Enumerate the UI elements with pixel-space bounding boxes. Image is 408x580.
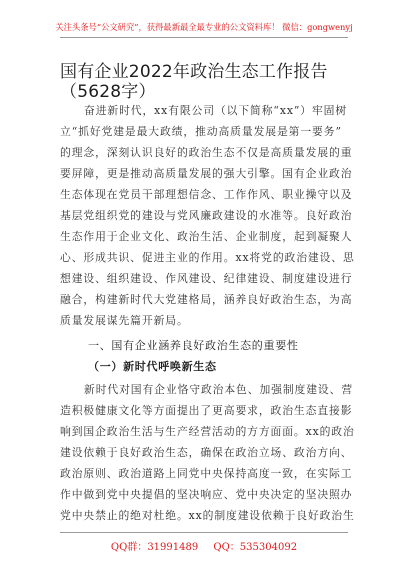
text-line: 融合，构建新时代大党建格局，涵养良好政治生态，为高	[60, 293, 353, 306]
text-line: 党中央禁止的绝对杜绝。xx的制度建设依赖于良好政治生	[60, 509, 355, 522]
text-line: 想建设、组织建设、作风建设、纪律建设、制度建设进行	[60, 272, 353, 285]
text-line: 质量发展谋先篇开新局。	[60, 314, 189, 327]
page-title: 国有企业2022年政治生态工作报告（5628字）	[60, 62, 328, 102]
footer-qq: QQ：535304092	[213, 542, 298, 553]
text-line: 立“抓好党建是最大政绩，推动高质量发展是第一要务”	[60, 125, 342, 138]
text-line: 生态体现在党员干部理想信念、工作作风、职业操守以及	[60, 188, 353, 201]
header-note: 关注头条号“公文研究”，获得最新最全最专业的公文资料库！ 微信：gongwenyj	[55, 22, 353, 32]
text-line: 作中做到党中央提倡的坚决响应、党中央决定的坚决照办	[60, 488, 353, 501]
text-line: 新时代对国有企业恪守政治本色、加强制度建设、营	[84, 383, 354, 396]
footer-qq-group: QQ群：31991489	[110, 542, 199, 553]
text-line: 政治原则、政治道路上同党中央保持高度一致，在实际工	[60, 467, 353, 480]
subsection-heading: （一）新时代呼唤新生态	[88, 360, 217, 373]
text-line: 奋进新时代，xx有限公司（以下简称“xx”）牢固树	[84, 104, 348, 117]
header-divider	[60, 37, 348, 38]
text-line: 造积极健康文化等方面提出了更高要求，政治生态直接影	[60, 404, 353, 417]
text-line: 心、形成共识、促进主业的作用。xx将党的政治建设、思	[60, 251, 355, 264]
text-line: 要屏障，更是推动高质量发展的强大引擎。国有企业政治	[60, 167, 353, 180]
footer	[0, 538, 408, 553]
text-line: 建设依赖于良好政治生态，确保在政治立场、政治方向、	[60, 446, 353, 459]
text-line: 响到国企政治生活与生产经营活动的方方面面。xx的政治	[60, 425, 355, 438]
text-line: 生态作用于企业文化、政治生活、企业制度，起到凝聚人	[60, 230, 353, 243]
text-line: 的理念，深刻认识良好的政治生态不仅是高质量发展的重	[60, 146, 353, 159]
section-heading: 一、国有企业涵养良好政治生态的重要性	[88, 339, 299, 352]
footer-divider	[60, 532, 348, 533]
text-line: 基层党组织党的建设与党风廉政建设的水准等。良好政治	[60, 209, 353, 222]
